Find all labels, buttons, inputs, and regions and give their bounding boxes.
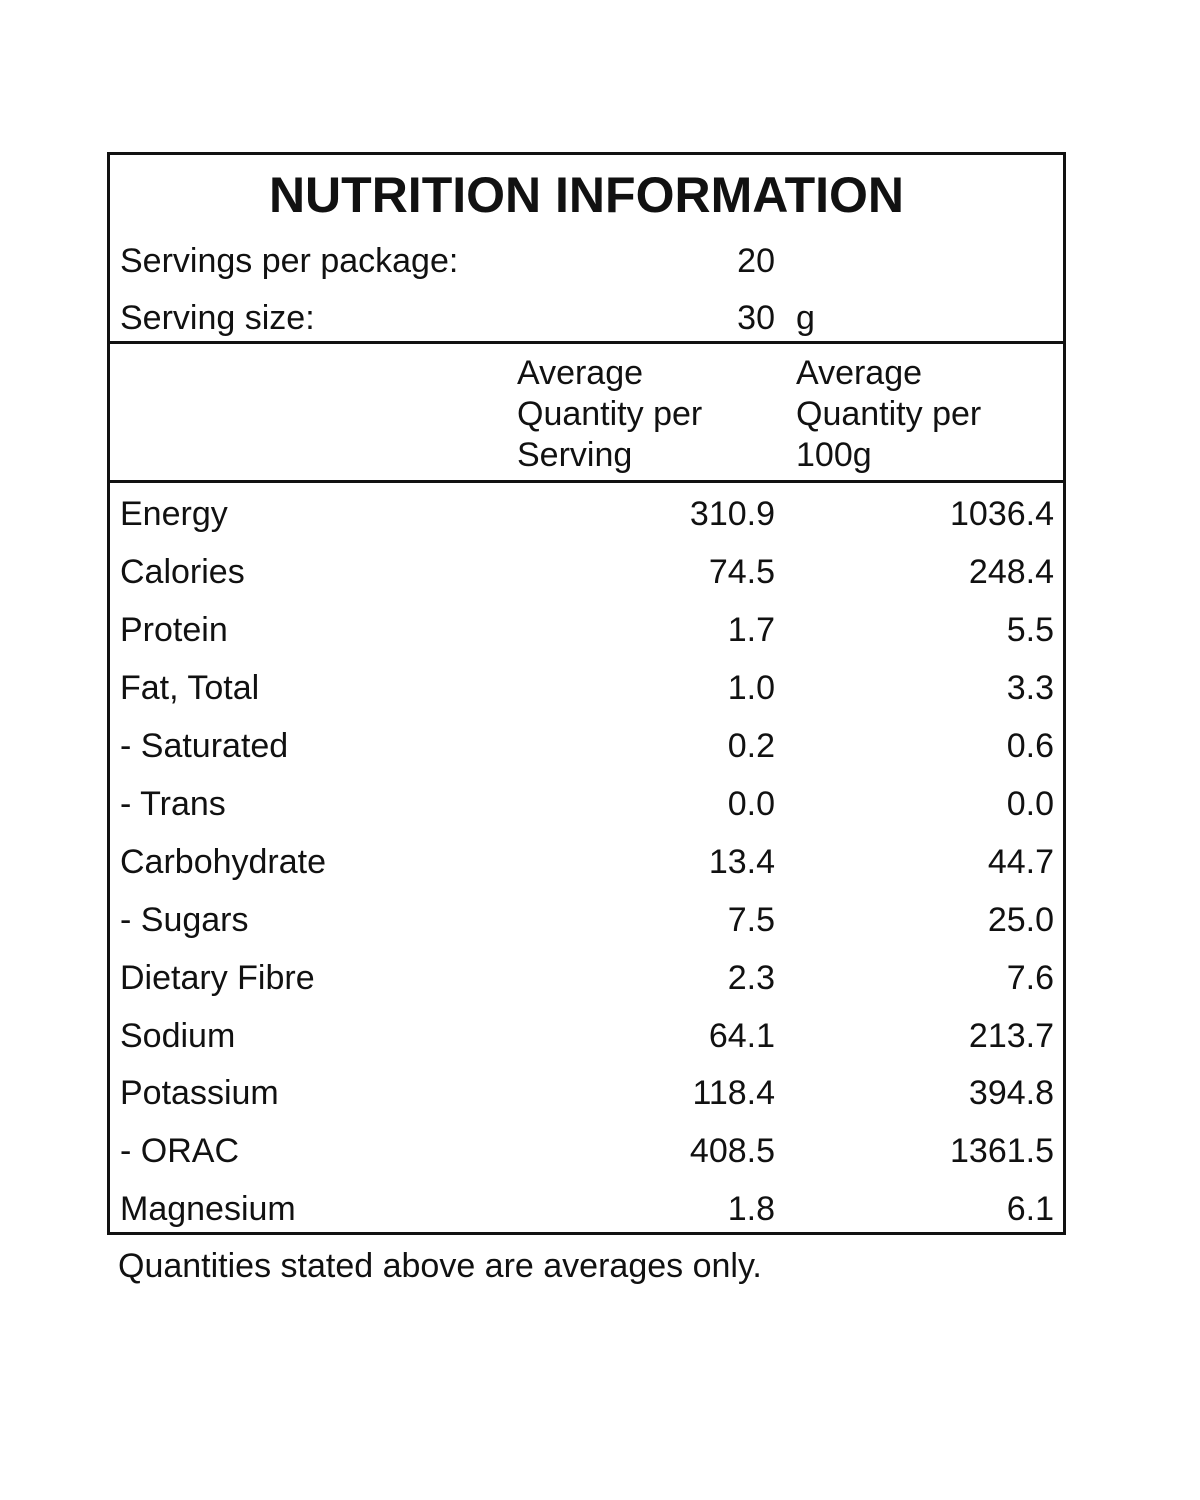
column-header-per-100g-line: Average	[796, 354, 923, 392]
per-100g-value: 25.0	[987, 901, 1054, 939]
per-serving-value: 0.0	[727, 785, 775, 823]
column-header-per-100g	[796, 353, 981, 476]
column-header-per-100g-line: 100g	[796, 436, 872, 474]
nutrient-name: Protein	[120, 611, 228, 649]
servings-per-package-label: Servings per package:	[120, 242, 459, 280]
nutrient-name: - Sugars	[120, 901, 249, 939]
per-100g-value: 1361.5	[950, 1132, 1054, 1170]
nutrient-name: Calories	[120, 553, 245, 591]
per-100g-value: 0.6	[1006, 727, 1054, 765]
panel-title: NUTRITION INFORMATION	[268, 167, 905, 223]
nutrient-name: - ORAC	[120, 1132, 239, 1170]
nutrient-name: Sodium	[120, 1017, 236, 1055]
per-100g-value: 7.6	[1006, 959, 1054, 997]
per-100g-value: 3.3	[1006, 669, 1054, 707]
column-header-per-serving-line: Quantity per	[517, 395, 703, 433]
per-100g-value: 5.5	[1006, 611, 1054, 649]
per-serving-value: 74.5	[708, 553, 775, 591]
per-serving-value: 1.8	[727, 1190, 775, 1228]
nutrient-name: - Saturated	[120, 727, 289, 765]
nutrient-name: Energy	[120, 495, 228, 533]
per-serving-value: 1.7	[727, 611, 775, 649]
divider-after-serving	[110, 341, 1063, 344]
nutrient-name: Fat, Total	[120, 669, 260, 707]
serving-size-value: 30	[737, 299, 775, 337]
column-header-per-serving-line: Average	[517, 354, 644, 392]
serving-size-unit: g	[796, 299, 815, 337]
column-header-per-serving	[517, 353, 702, 476]
servings-per-package-value: 20	[737, 242, 775, 280]
per-serving-value: 7.5	[727, 901, 775, 939]
footnote: Quantities stated above are averages only.	[118, 1247, 762, 1285]
per-100g-value: 213.7	[968, 1017, 1054, 1055]
nutrient-name: Potassium	[120, 1074, 279, 1112]
nutrient-name: Dietary Fibre	[120, 959, 315, 997]
per-serving-value: 2.3	[727, 959, 775, 997]
nutrient-name: Magnesium	[120, 1190, 296, 1228]
per-serving-value: 64.1	[708, 1017, 775, 1055]
nutrient-name: - Trans	[120, 785, 226, 823]
column-header-per-serving-line: Serving	[517, 436, 633, 474]
per-serving-value: 408.5	[689, 1132, 775, 1170]
per-100g-value: 1036.4	[950, 495, 1054, 533]
nutrient-name: Carbohydrate	[120, 843, 327, 881]
per-serving-value: 13.4	[708, 843, 775, 881]
per-serving-value: 118.4	[692, 1074, 775, 1112]
per-100g-value: 0.0	[1006, 785, 1054, 823]
per-serving-value: 1.0	[727, 669, 775, 707]
per-100g-value: 248.4	[968, 553, 1054, 591]
per-100g-value: 44.7	[987, 843, 1054, 881]
per-serving-value: 310.9	[689, 495, 775, 533]
serving-size-label: Serving size:	[120, 299, 315, 337]
per-100g-value: 394.8	[968, 1074, 1054, 1112]
per-serving-value: 0.2	[727, 727, 775, 765]
divider-after-headers	[110, 480, 1063, 483]
nutrition-information-panel	[107, 152, 1066, 1235]
column-header-per-100g-line: Quantity per	[796, 395, 982, 433]
per-100g-value: 6.1	[1006, 1190, 1054, 1228]
